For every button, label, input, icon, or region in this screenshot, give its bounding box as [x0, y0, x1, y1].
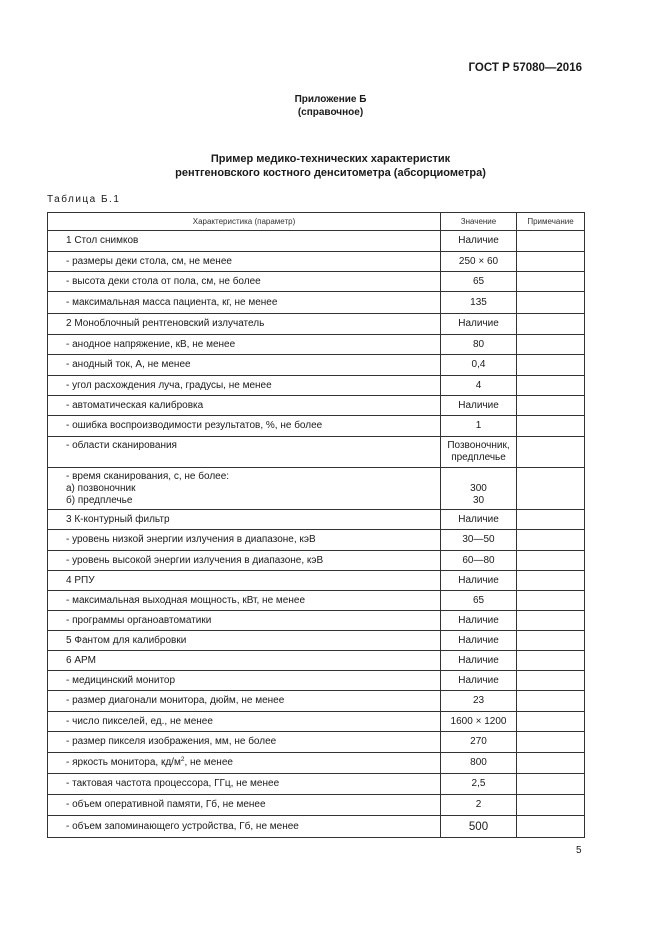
- row-note: [517, 591, 585, 611]
- table-row: [48, 252, 585, 272]
- table-row: [48, 355, 585, 376]
- table-row: [48, 551, 585, 571]
- caption-line-1: Пример медико-технических характеристик: [210, 153, 451, 165]
- row-characteristic: - максимальная выходная мощность, кВт, не менее: [48, 591, 441, 611]
- row-characteristic: - автоматическая калибровка: [48, 396, 441, 416]
- row-note: [517, 691, 585, 712]
- row-value: Позвоночник, предплечье: [441, 437, 517, 468]
- row-characteristic: - угол расхождения луча, градусы, не менее: [48, 376, 441, 396]
- row-note: [517, 816, 585, 838]
- table-row: [48, 712, 585, 732]
- row-characteristic: [48, 753, 441, 774]
- row-note: [517, 437, 585, 468]
- appendix-heading: [0, 93, 661, 119]
- row-characteristic: - размеры деки стола, см, не менее: [48, 252, 441, 272]
- row-value: 250 × 60: [441, 252, 517, 272]
- row-characteristic: - размер диагонали монитора, дюйм, не менее: [48, 691, 441, 712]
- row-characteristic: - анодный ток, А, не менее: [48, 355, 441, 376]
- row-note: [517, 671, 585, 691]
- row-characteristic: 3 К-контурный фильтр: [48, 510, 441, 530]
- row-characteristic: 5 Фантом для калибровки: [48, 631, 441, 651]
- table-header-row: [48, 213, 585, 231]
- row-value: 300 30: [441, 468, 517, 510]
- table-row: [48, 774, 585, 795]
- row-characteristic: - ошибка воспроизводимости результатов, %, не более: [48, 416, 441, 437]
- row-characteristic: 1 Стол снимков: [48, 231, 441, 252]
- row-value: Наличие: [441, 314, 517, 335]
- caption-line-2: рентгеновского костного денситометра (абсорциометра): [175, 167, 486, 179]
- row-note: [517, 376, 585, 396]
- row-characteristic: - медицинский монитор: [48, 671, 441, 691]
- row-value: Наличие: [441, 611, 517, 631]
- table-label: Таблица Б.1: [47, 194, 121, 205]
- table-row: [48, 416, 585, 437]
- row-value: 4: [441, 376, 517, 396]
- row-note: [517, 712, 585, 732]
- table-caption: [0, 152, 661, 180]
- row-note: [517, 611, 585, 631]
- row-value: 800: [441, 753, 517, 774]
- row-characteristic: - время сканирования, с, не более: а) позвоночник б) предплечье: [48, 468, 441, 510]
- row-characteristic: - объем оперативной памяти, Гб, не менее: [48, 795, 441, 816]
- row-value: 30—50: [441, 530, 517, 551]
- row-value: 135: [441, 292, 517, 314]
- brightness-label-tail: , не менее: [184, 757, 233, 768]
- row-note: [517, 292, 585, 314]
- header-note: Примечание: [517, 213, 585, 231]
- appendix-title: Приложение Б: [294, 94, 367, 105]
- row-note: [517, 551, 585, 571]
- row-note: [517, 510, 585, 530]
- specification-table: [47, 212, 585, 838]
- row-note: [517, 732, 585, 753]
- table-row: [48, 753, 585, 774]
- row-characteristic: - число пикселей, ед., не менее: [48, 712, 441, 732]
- table-row: [48, 816, 585, 838]
- brightness-unit-exponent: 2: [180, 756, 185, 763]
- row-value: 1: [441, 416, 517, 437]
- table-row: [48, 571, 585, 591]
- row-value: 2: [441, 795, 517, 816]
- row-note: [517, 416, 585, 437]
- table-row: [48, 335, 585, 355]
- row-note: [517, 252, 585, 272]
- table-row: [48, 437, 585, 468]
- table-row: [48, 631, 585, 651]
- row-characteristic: - анодное напряжение, кВ, не менее: [48, 335, 441, 355]
- row-value: 80: [441, 335, 517, 355]
- row-value: 1600 × 1200: [441, 712, 517, 732]
- row-note: [517, 795, 585, 816]
- row-note: [517, 651, 585, 671]
- row-characteristic: - тактовая частота процессора, ГГц, не менее: [48, 774, 441, 795]
- row-characteristic: - уровень высокой энергии излучения в диапазоне, кэВ: [48, 551, 441, 571]
- row-note: [517, 231, 585, 252]
- row-note: [517, 272, 585, 292]
- row-characteristic: 4 РПУ: [48, 571, 441, 591]
- table-row: [48, 611, 585, 631]
- table-row: [48, 231, 585, 252]
- table-row: [48, 468, 585, 510]
- brightness-label: - яркость монитора, кд/м: [66, 757, 181, 768]
- row-characteristic: - объем запоминающего устройства, Гб, не менее: [48, 816, 441, 838]
- row-note: [517, 335, 585, 355]
- row-value: Наличие: [441, 396, 517, 416]
- table-row: [48, 691, 585, 712]
- row-value: 2,5: [441, 774, 517, 795]
- header-characteristic: Характеристика (параметр): [48, 213, 441, 231]
- table-row: [48, 795, 585, 816]
- table-row: [48, 376, 585, 396]
- row-note: [517, 468, 585, 510]
- row-note: [517, 530, 585, 551]
- standard-code: ГОСТ Р 57080—2016: [468, 62, 582, 74]
- table-row: [48, 671, 585, 691]
- row-value: Наличие: [441, 631, 517, 651]
- row-value: Наличие: [441, 510, 517, 530]
- row-value: 23: [441, 691, 517, 712]
- row-value: 60—80: [441, 551, 517, 571]
- row-characteristic: - размер пикселя изображения, мм, не более: [48, 732, 441, 753]
- page-number: 5: [576, 845, 582, 856]
- row-value: Наличие: [441, 651, 517, 671]
- table-row: [48, 510, 585, 530]
- row-value: Наличие: [441, 671, 517, 691]
- row-value: 65: [441, 591, 517, 611]
- table-row: [48, 591, 585, 611]
- header-value: Значение: [441, 213, 517, 231]
- row-characteristic: - программы органоавтоматики: [48, 611, 441, 631]
- row-note: [517, 753, 585, 774]
- row-value: 270: [441, 732, 517, 753]
- row-value: Наличие: [441, 231, 517, 252]
- row-characteristic: 6 АРМ: [48, 651, 441, 671]
- row-characteristic: 2 Моноблочный рентгеновский излучатель: [48, 314, 441, 335]
- row-note: [517, 314, 585, 335]
- row-note: [517, 355, 585, 376]
- row-value: 500: [441, 816, 517, 838]
- table-row: [48, 314, 585, 335]
- row-note: [517, 571, 585, 591]
- table-row: [48, 732, 585, 753]
- row-note: [517, 774, 585, 795]
- row-characteristic: - максимальная масса пациента, кг, не менее: [48, 292, 441, 314]
- row-note: [517, 631, 585, 651]
- table-row: [48, 396, 585, 416]
- table-row: [48, 272, 585, 292]
- row-note: [517, 396, 585, 416]
- table-row: [48, 292, 585, 314]
- row-characteristic: - высота деки стола от пола, см, не более: [48, 272, 441, 292]
- row-value: Наличие: [441, 571, 517, 591]
- row-value: 65: [441, 272, 517, 292]
- row-value: 0,4: [441, 355, 517, 376]
- row-characteristic: - уровень низкой энергии излучения в диапазоне, кэВ: [48, 530, 441, 551]
- table-row: [48, 530, 585, 551]
- appendix-note: (справочное): [297, 107, 364, 118]
- table-row: [48, 651, 585, 671]
- row-characteristic: - области сканирования: [48, 437, 441, 468]
